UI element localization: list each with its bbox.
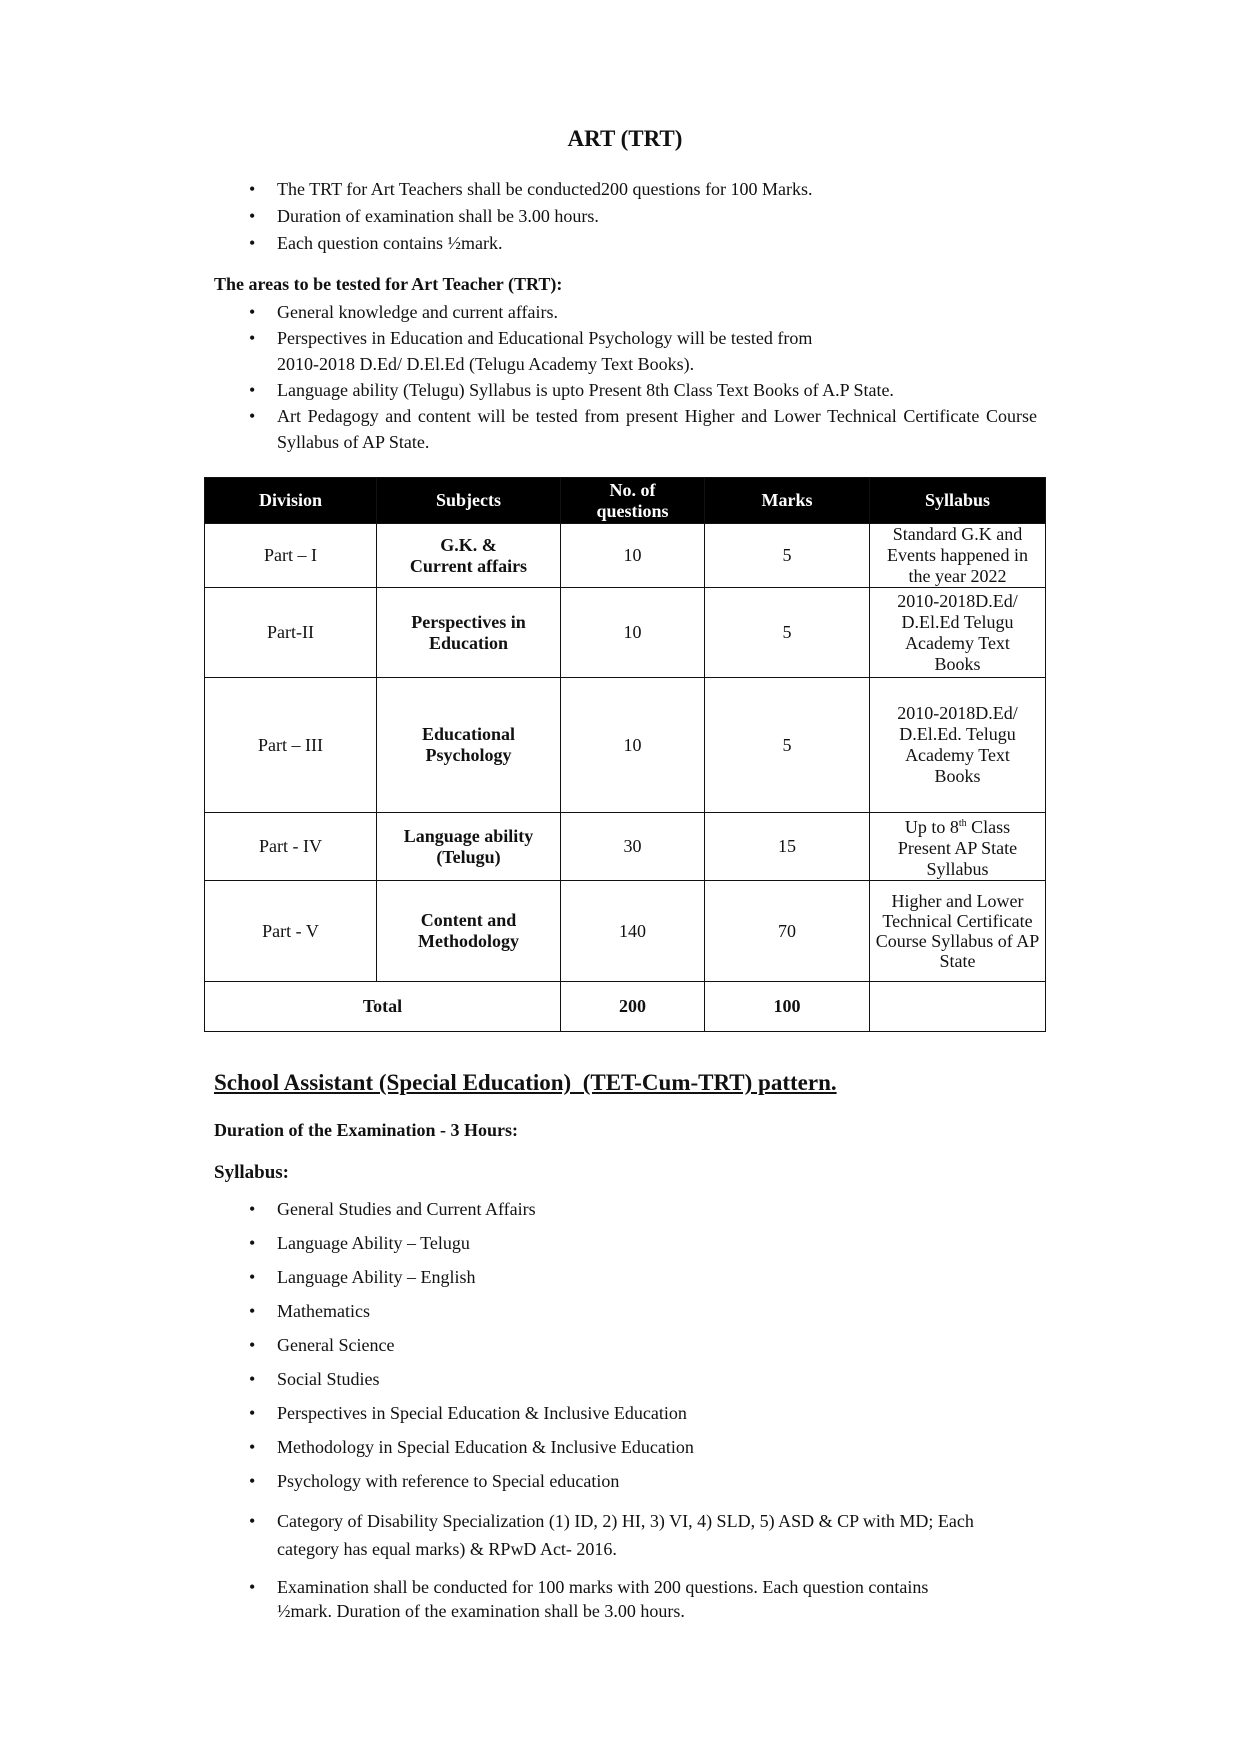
table-header-row (205, 478, 1046, 524)
list-item (249, 299, 1037, 325)
header-syllabus: Syllabus (870, 478, 1046, 524)
syllabus-text: Class Present AP State Syllabus (897, 817, 1018, 879)
bullet-icon: • (249, 1199, 256, 1219)
section-heading: School Assistant (Special Education) (TET-Cum-TRT) pattern. (214, 1070, 837, 1095)
cell-syllabus: Standard G.K and Events happened in the year 2022 (870, 524, 1046, 588)
list-item-text: Each question contains ½mark. (277, 233, 503, 253)
list-item (249, 1197, 1037, 1231)
bullet-icon: • (249, 1301, 256, 1321)
total-label: Total (205, 982, 561, 1032)
list-item (249, 203, 1037, 230)
cell-syllabus (870, 813, 1046, 881)
cell-subject: G.K. & Current affairs (377, 524, 561, 588)
header-subjects: Subjects (377, 478, 561, 524)
cell-questions: 30 (561, 813, 705, 881)
list-item (249, 1575, 1037, 1623)
list-item-text: The TRT for Art Teachers shall be conducted200 questions for 100 Marks. (277, 179, 813, 199)
list-item (249, 230, 1037, 257)
table-total-row (205, 982, 1046, 1032)
list-item-text: Mathematics (277, 1301, 370, 1321)
bullet-icon: • (249, 1577, 256, 1597)
bullet-icon: • (249, 1511, 256, 1531)
cell-subject: Educational Psychology (377, 678, 561, 813)
cell-marks: 70 (705, 881, 870, 982)
intro-list (249, 176, 1037, 257)
table-row (205, 881, 1046, 982)
bullet-icon: • (249, 302, 256, 322)
syllabus-text: Up to 8 (904, 817, 959, 837)
list-item (249, 403, 1037, 455)
table-row (205, 678, 1046, 813)
cell-subject: Content and Methodology (377, 881, 561, 982)
table-row (205, 813, 1046, 881)
list-item-text: Language Ability – Telugu (277, 1233, 470, 1253)
cell-syllabus: 2010-2018D.Ed/ D.El.Ed Telugu Academy Text Books (870, 588, 1046, 678)
cell-questions: 10 (561, 524, 705, 588)
areas-heading: The areas to be tested for Art Teacher (TRT): (214, 274, 563, 294)
list-item-text: Psychology with reference to Special education (277, 1471, 620, 1491)
cell-questions: 10 (561, 678, 705, 813)
list-item-text: Language Ability – English (277, 1267, 476, 1287)
bullet-icon: • (249, 1437, 256, 1457)
superscript: th (958, 818, 967, 829)
list-item-text: Methodology in Special Education & Inclusive Education (277, 1437, 694, 1457)
bullet-icon: • (249, 406, 256, 426)
list-item-text: Duration of examination shall be 3.00 hours. (277, 206, 599, 226)
areas-list (249, 299, 1037, 455)
table-row (205, 588, 1046, 678)
header-division: Division (205, 478, 377, 524)
bullet-icon: • (249, 179, 256, 199)
list-item-text: General Science (277, 1335, 395, 1355)
syllabus-list (249, 1197, 1037, 1635)
cell-division: Part – III (205, 678, 377, 813)
total-marks: 100 (705, 982, 870, 1032)
syllabus-heading: Syllabus: (214, 1162, 289, 1183)
cell-syllabus: Higher and Lower Technical Certificate Course Syllabus of AP State (870, 881, 1046, 982)
list-item (249, 1401, 1037, 1435)
list-item-text: Perspectives in Special Education & Inclusive Education (277, 1403, 687, 1423)
list-item (249, 1469, 1037, 1507)
list-item-text: Social Studies (277, 1369, 380, 1389)
bullet-icon: • (249, 328, 256, 348)
list-item (249, 176, 1037, 203)
bullet-icon: • (249, 380, 256, 400)
cell-subject: Language ability (Telugu) (377, 813, 561, 881)
cell-questions: 10 (561, 588, 705, 678)
cell-marks: 5 (705, 588, 870, 678)
cell-division: Part - V (205, 881, 377, 982)
list-item (249, 1231, 1037, 1265)
list-item (249, 1367, 1037, 1401)
bullet-icon: • (249, 1403, 256, 1423)
bullet-icon: • (249, 206, 256, 226)
cell-subject: Perspectives in Education (377, 588, 561, 678)
bullet-icon: • (249, 1335, 256, 1355)
list-item (249, 1333, 1037, 1367)
total-questions: 200 (561, 982, 705, 1032)
bullet-icon: • (249, 1369, 256, 1389)
bullet-icon: • (249, 1471, 256, 1491)
cell-marks: 5 (705, 524, 870, 588)
cell-marks: 15 (705, 813, 870, 881)
cell-division: Part - IV (205, 813, 377, 881)
list-item (249, 1435, 1037, 1469)
list-item-text: Language ability (Telugu) Syllabus is upto Present 8th Class Text Books of A.P State. (277, 380, 894, 400)
list-item-text: Art Pedagogy and content will be tested from present Higher and Lower Technical Certificate Course Syllabus of AP State. (277, 406, 1037, 452)
list-item (249, 1507, 1037, 1563)
bullet-icon: • (249, 1233, 256, 1253)
header-marks: Marks (705, 478, 870, 524)
list-item (249, 325, 1037, 377)
header-questions: No. of questions (561, 478, 705, 524)
bullet-icon: • (249, 233, 256, 253)
list-item-text: General knowledge and current affairs. (277, 302, 559, 322)
list-item-text: Category of Disability Specialization (1) ID, 2) HI, 3) VI, 4) SLD, 5) ASD & CP with MD; Each category has equal marks) & RPwD Act- 2016. (277, 1511, 974, 1559)
duration-heading: Duration of the Examination - 3 Hours: (214, 1120, 519, 1140)
list-item (249, 1299, 1037, 1333)
table-row (205, 524, 1046, 588)
list-item-text: General Studies and Current Affairs (277, 1199, 536, 1219)
list-item (249, 1265, 1037, 1299)
cell-division: Part-II (205, 588, 377, 678)
total-syllabus-empty (870, 982, 1046, 1032)
page-title: ART (TRT) (567, 126, 683, 151)
cell-division: Part – I (205, 524, 377, 588)
cell-questions: 140 (561, 881, 705, 982)
list-item (249, 377, 1037, 403)
list-item-text: Perspectives in Education and Educational Psychology will be tested from 2010-2018 D.Ed/ D.El.Ed (Telugu Academy Text Books). (277, 328, 813, 374)
cell-marks: 5 (705, 678, 870, 813)
list-item-text: Examination shall be conducted for 100 marks with 200 questions. Each question contains ½mark. Duration of the examination shall be 3.00 hours. (277, 1577, 929, 1621)
cell-syllabus: 2010-2018D.Ed/ D.El.Ed. Telugu Academy Text Books (870, 678, 1046, 813)
bullet-icon: • (249, 1267, 256, 1287)
exam-pattern-table (204, 477, 1046, 1032)
